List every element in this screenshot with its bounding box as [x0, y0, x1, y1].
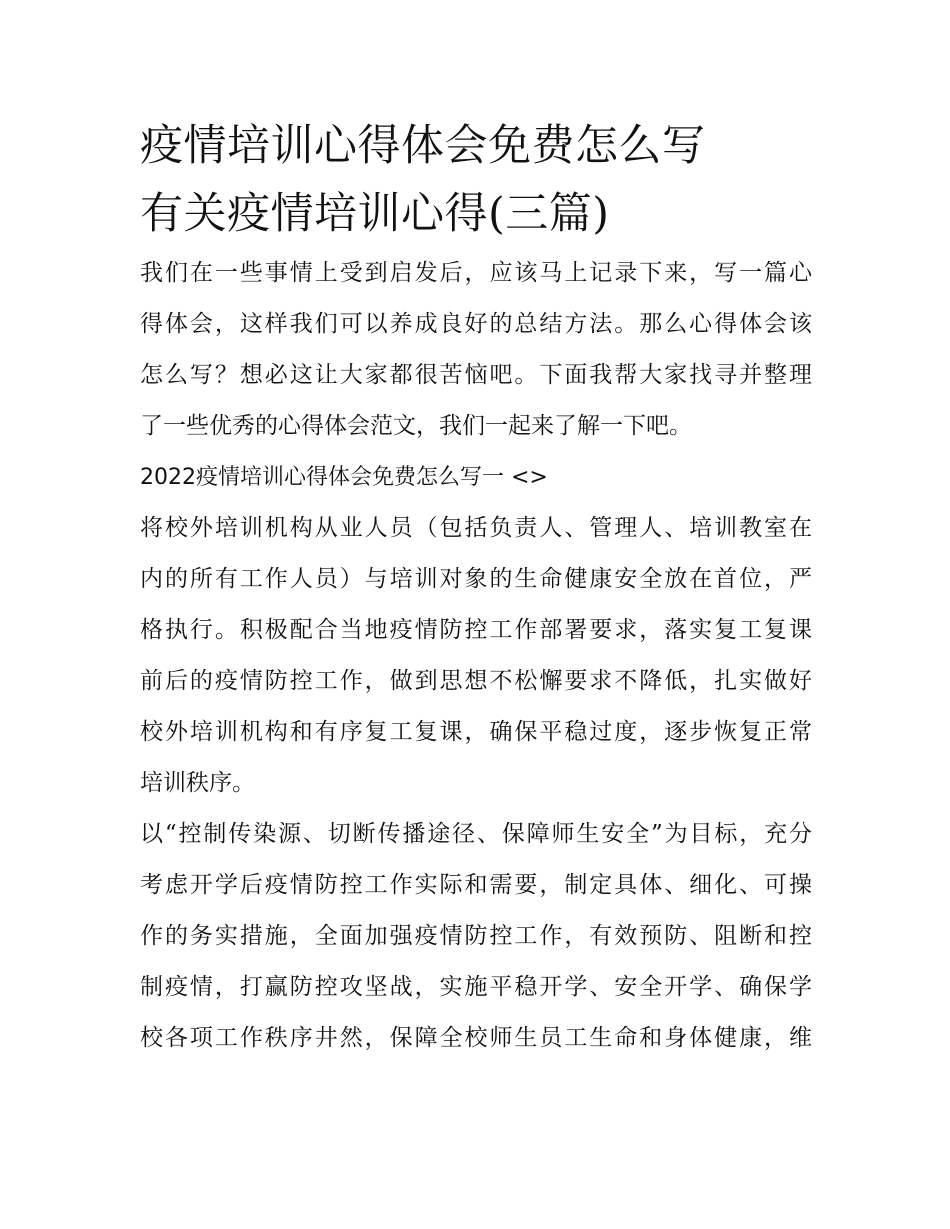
paragraph-1-line-1: 将校外培训机构从业人员（包括负责人、管理人、培训教室在 — [140, 515, 812, 541]
paragraph-1 — [140, 503, 812, 809]
paragraph-2 — [140, 809, 812, 1064]
paragraph-2-line-2: 考虑开学后疫情防控工作实际和需要，制定具体、细化、可操 — [140, 872, 812, 898]
paragraph-1-line-2: 内的所有工作人员）与培训对象的生命健康安全放在首位，严 — [140, 566, 812, 592]
paragraph-1-line-5: 校外培训机构和有序复工复课，确保平稳过度，逐步恢复正常 — [140, 719, 812, 745]
intro-paragraph — [140, 248, 812, 452]
document-title — [140, 112, 812, 248]
paragraph-2-line-5: 校各项工作秩序井然，保障全校师生员工生命和身体健康，维 — [140, 1025, 812, 1051]
intro-line-2: 得体会，这样我们可以养成良好的总结方法。那么心得体会该 — [140, 311, 812, 337]
paragraph-1-line-6: 培训秩序。 — [140, 770, 255, 796]
paragraph-2-line-3: 作的务实措施，全面加强疫情防控工作，有效预防、阻断和控 — [140, 923, 812, 949]
section-heading: 2022疫情培训心得体会免费怎么写一 <> — [140, 465, 548, 490]
paragraph-2-line-4: 制疫情，打赢防控攻坚战，实施平稳开学、安全开学、确保学 — [140, 974, 812, 1000]
document-content — [140, 112, 812, 1064]
title-line-1: 疫情培训心得体会免费怎么写 — [140, 121, 706, 171]
paragraph-1-line-4: 前后的疫情防控工作，做到思想不松懈要求不降低，扎实做好 — [140, 668, 812, 694]
intro-line-1: 我们在一些事情上受到启发后，应该马上记录下来，写一篇心 — [140, 260, 812, 286]
paragraph-1-line-3: 格执行。积极配合当地疫情防控工作部署要求，落实复工复课 — [140, 617, 812, 643]
intro-line-4: 了一些优秀的心得体会范文，我们一起来了解一下吧。 — [140, 413, 692, 439]
intro-line-3: 怎么写？想必这让大家都很苦恼吧。下面我帮大家找寻并整理 — [140, 362, 812, 388]
paragraph-2-line-1: 以“控制传染源、切断传播途径、保障师生安全”为目标，充分 — [140, 821, 812, 847]
title-line-2: 有关疫情培训心得(三篇) — [140, 189, 610, 239]
